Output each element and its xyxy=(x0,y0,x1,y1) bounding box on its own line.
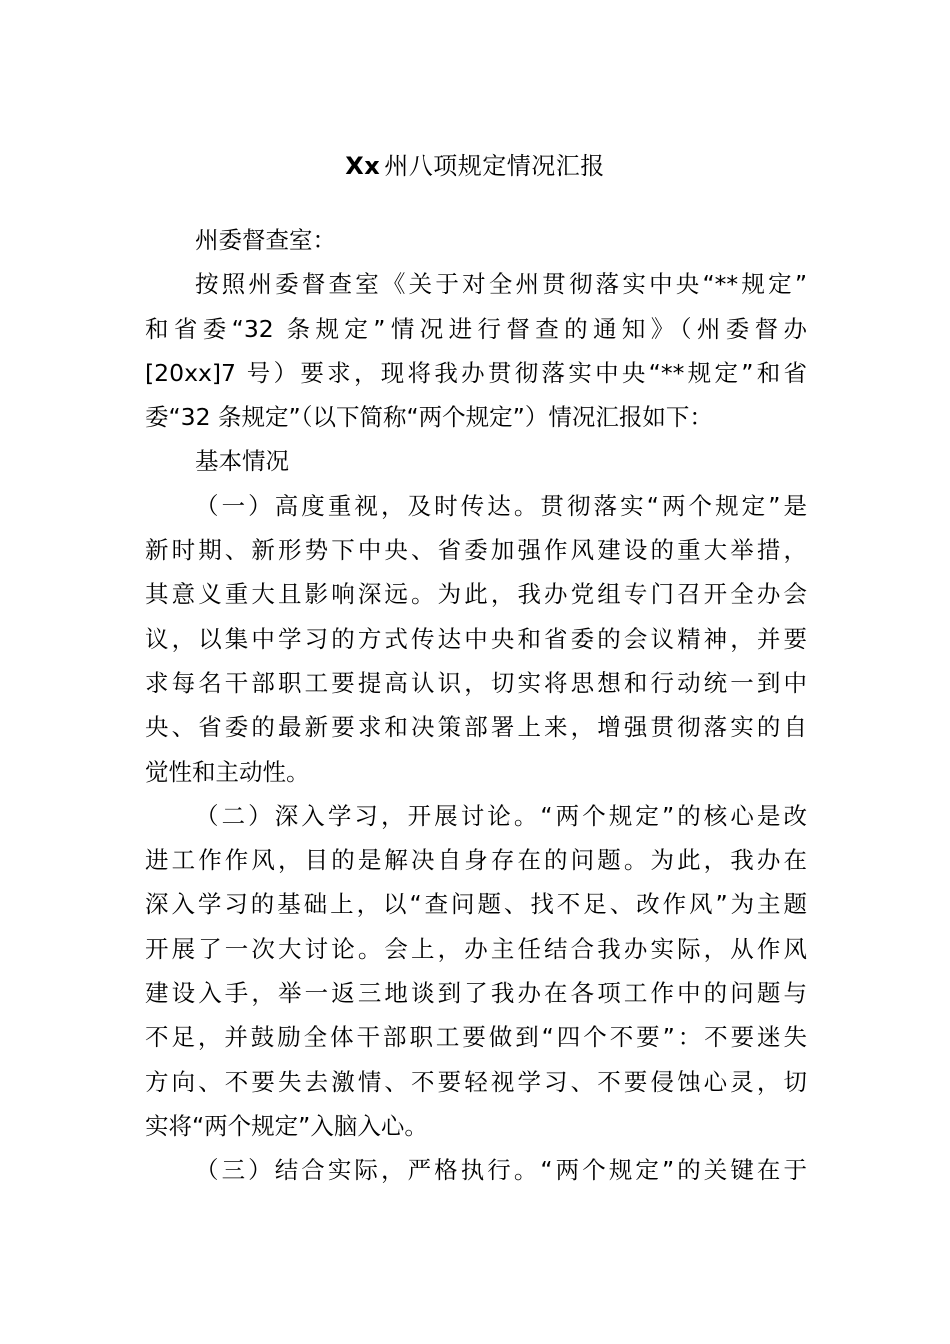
document-body xyxy=(145,218,807,1193)
paragraph-line: 不足，并鼓励全体干部职工要做到“四个不要”：不要迷失 xyxy=(145,1023,807,1052)
paragraph-section-1 xyxy=(145,484,807,794)
paragraph-line: 求每名干部职工要提高认识，切实将思想和行动统一到中 xyxy=(145,668,807,697)
paragraph-line: 按照州委督查室《关于对全州贯彻落实中央“**规定” xyxy=(195,270,807,299)
paragraph-line: 其意义重大且影响深远。为此，我办党组专门召开全办会 xyxy=(145,580,807,609)
paragraph-line: 开展了一次大讨论。会上，办主任结合我办实际，从作风 xyxy=(145,934,807,963)
paragraph-line: 实将“两个规定”入脑入心。 xyxy=(145,1111,428,1140)
paragraph-line: 深入学习的基础上，以“查问题、找不足、改作风”为主题 xyxy=(145,890,807,919)
paragraph-line: 建设入手，举一返三地谈到了我办在各项工作中的问题与 xyxy=(145,979,807,1008)
document-title xyxy=(0,148,950,184)
paragraph-line: [20xx]7 号）要求，现将我办贯彻落实中央“**规定”和省 xyxy=(145,358,807,387)
paragraph-line: 议，以集中学习的方式传达中央和省委的会议精神，并要 xyxy=(145,624,807,653)
paragraph-line: 觉性和主动性。 xyxy=(145,757,310,786)
paragraph-line: （二）深入学习，开展讨论。“两个规定”的核心是改 xyxy=(195,801,807,830)
paragraph-section-3 xyxy=(145,1148,807,1192)
section-heading: 基本情况 xyxy=(195,447,289,476)
paragraph-line: 和省委“32 条规定”情况进行督查的通知》（州委督办 xyxy=(145,314,807,343)
paragraph-line: 新时期、新形势下中央、省委加强作风建设的重大举措， xyxy=(145,536,807,565)
salutation: 州委督查室： xyxy=(195,226,336,254)
paragraph-line: 方向、不要失去激情、不要轻视学习、不要侵蚀心灵，切 xyxy=(145,1067,807,1096)
paragraph-intro xyxy=(145,262,807,439)
paragraph-line: 央、省委的最新要求和决策部署上来，增强贯彻落实的自 xyxy=(145,713,807,742)
title-prefix: Xx xyxy=(345,152,381,180)
section-heading-basic xyxy=(145,439,807,483)
paragraph-line: 委“32 条规定”（以下简称“两个规定”）情况汇报如下： xyxy=(145,403,713,432)
paragraph-line: （一）高度重视，及时传达。贯彻落实“两个规定”是 xyxy=(195,491,807,520)
paragraph-section-2 xyxy=(145,794,807,1148)
paragraph-line: （三）结合实际，严格执行。“两个规定”的关键在于 xyxy=(195,1156,807,1185)
title-text: 州八项规定情况汇报 xyxy=(384,152,605,180)
paragraph-line: 进工作作风，目的是解决自身存在的问题。为此，我办在 xyxy=(145,846,807,875)
